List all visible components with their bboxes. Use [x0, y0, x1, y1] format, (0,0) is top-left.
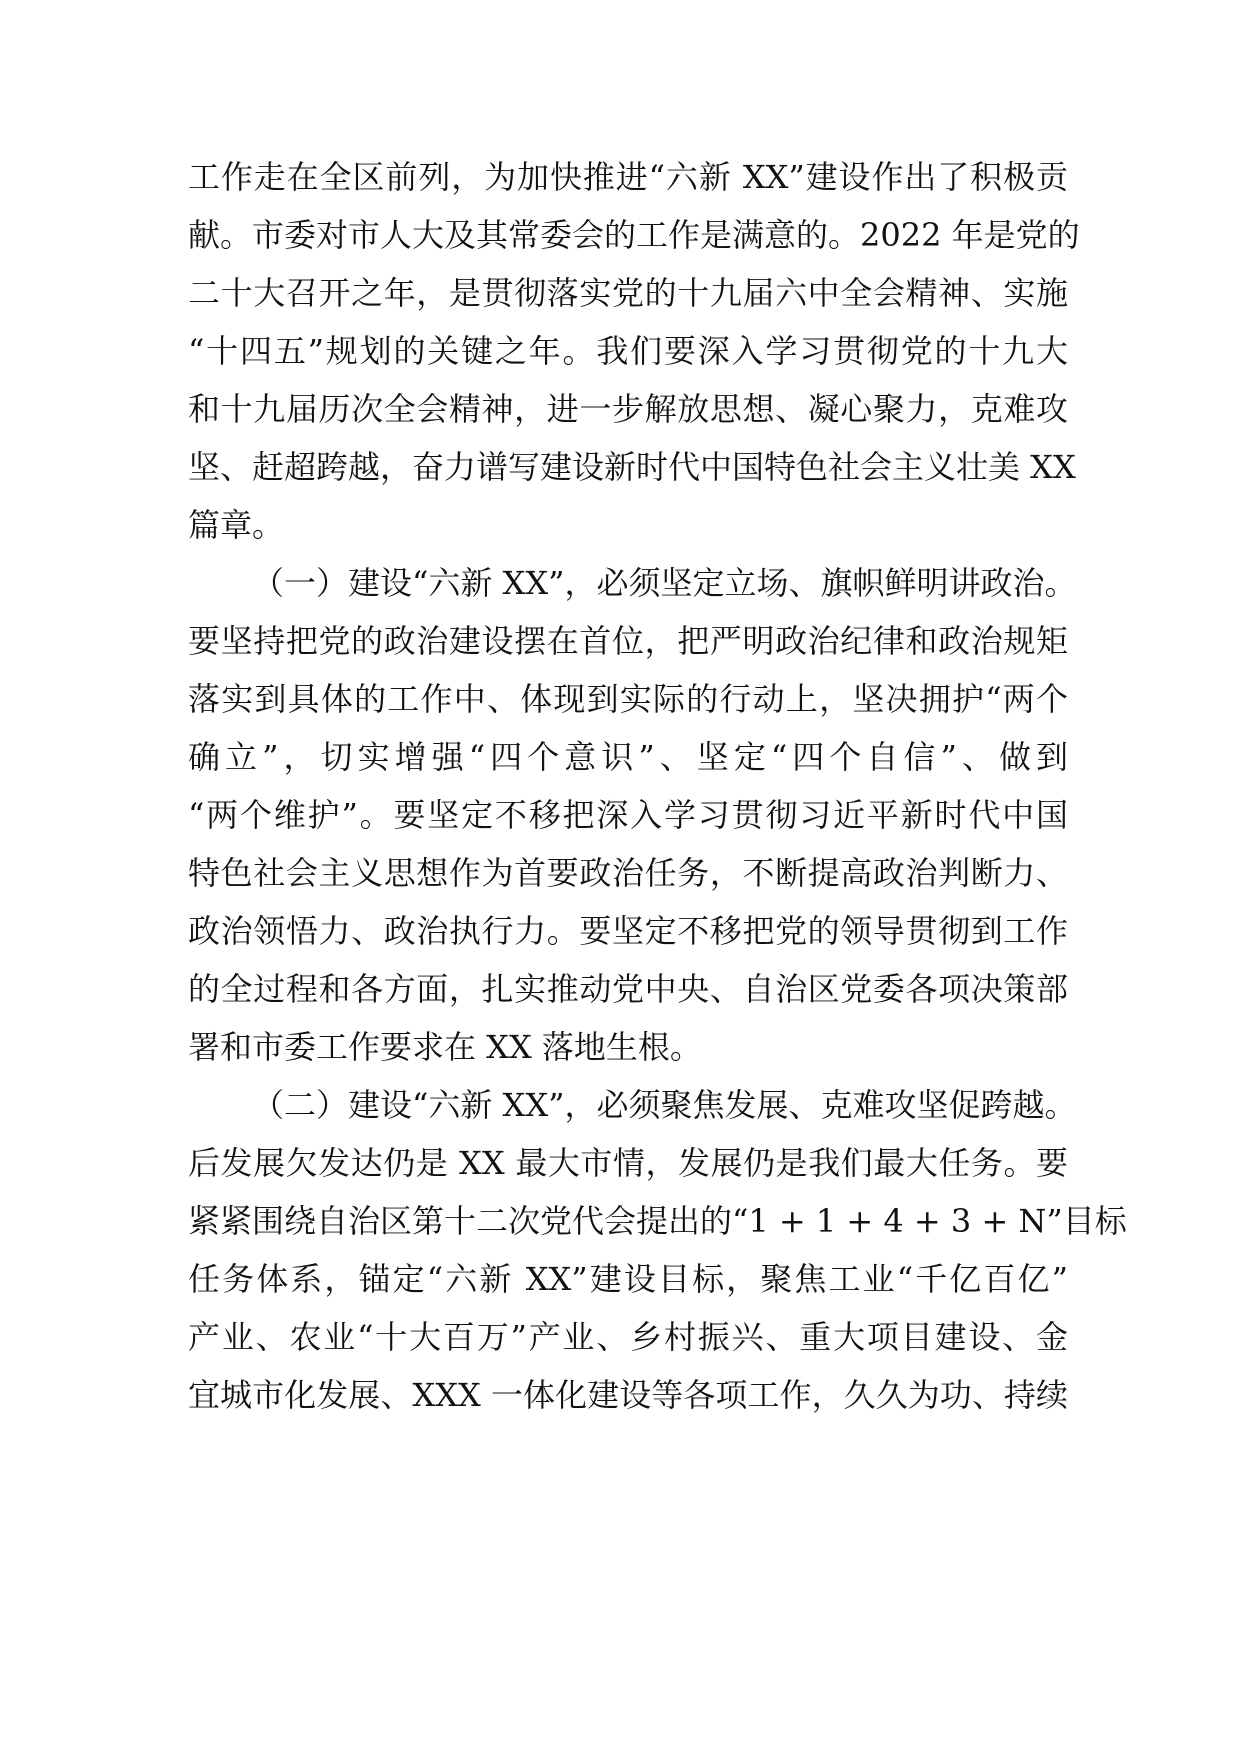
text-line: 要坚持把党的政治建设摆在首位，把严明政治纪律和政治规矩: [188, 622, 1068, 660]
text-line: 紧紧围绕自治区第十二次党代会提出的“1 + 1 + 4 + 3 + N”目标: [188, 1202, 1127, 1240]
text-line: 献。市委对市人大及其常委会的工作是满意的。2022 年是党的: [188, 216, 1080, 254]
text-line: 任务体系，锚定“六新 XX”建设目标，聚焦工业“千亿百亿”: [188, 1260, 1068, 1298]
text-line: 和十九届历次全会精神，进一步解放思想、凝心聚力，克难攻: [188, 390, 1068, 428]
text-line: “两个维护”。要坚定不移把深入学习贯彻习近平新时代中国: [188, 796, 1068, 834]
text-line: 后发展欠发达仍是 XX 最大市情，发展仍是我们最大任务。要: [188, 1144, 1068, 1182]
text-line: 工作走在全区前列，为加快推进“六新 XX”建设作出了积极贡: [188, 158, 1068, 196]
text-line: 产业、农业“十大百万”产业、乡村振兴、重大项目建设、金: [188, 1318, 1068, 1356]
text-line: 政治领悟力、政治执行力。要坚定不移把党的领导贯彻到工作: [188, 912, 1068, 950]
text-line: 的全过程和各方面，扎实推动党中央、自治区党委各项决策部: [188, 970, 1068, 1008]
text-line: 署和市委工作要求在 XX 落地生根。: [188, 1028, 702, 1066]
section-heading-two: （二）建设“六新 XX”，必须聚焦发展、克难攻坚促跨越。: [252, 1086, 1077, 1124]
text-line: 篇章。: [188, 506, 285, 544]
text-line: 二十大召开之年，是贯彻落实党的十九届六中全会精神、实施: [188, 274, 1068, 312]
text-line: 确立”，切实增强“四个意识”、坚定“四个自信”、做到: [188, 738, 1068, 776]
text-line: 落实到具体的工作中、体现到实际的行动上，坚决拥护“两个: [188, 680, 1068, 718]
section-heading-one: （一）建设“六新 XX”，必须坚定立场、旗帜鲜明讲政治。: [252, 564, 1077, 602]
text-line: 宜城市化发展、XXX 一体化建设等各项工作，久久为功、持续: [188, 1376, 1068, 1414]
text-line: 特色社会主义思想作为首要政治任务，不断提高政治判断力、: [188, 854, 1068, 892]
text-line: “十四五”规划的关键之年。我们要深入学习贯彻党的十九大: [188, 332, 1068, 370]
text-line: 坚、赶超跨越，奋力谱写建设新时代中国特色社会主义壮美 XX: [188, 448, 1076, 486]
